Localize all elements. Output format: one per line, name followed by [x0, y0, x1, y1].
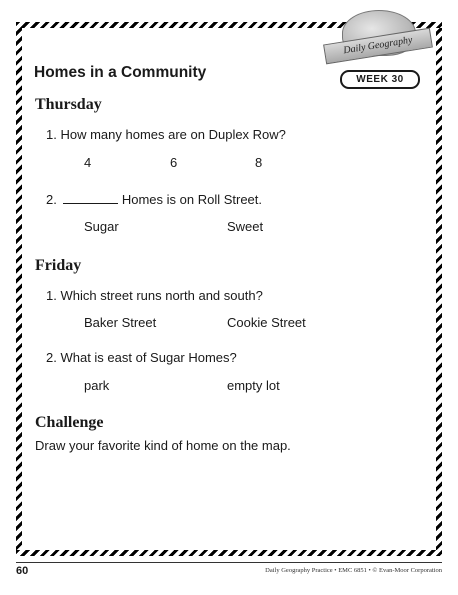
- page-title: Homes in a Community: [34, 64, 207, 81]
- question-number: 1.: [46, 288, 57, 303]
- question-text: Which street runs north and south?: [60, 288, 263, 303]
- question-text: What is east of Sugar Homes?: [60, 350, 237, 365]
- answer-option[interactable]: Sweet: [227, 219, 264, 234]
- question-text: How many homes are on Duplex Row?: [60, 127, 286, 142]
- daily-geography-badge: [320, 6, 435, 76]
- footer-divider: [16, 562, 442, 563]
- answer-blank[interactable]: [63, 192, 118, 204]
- challenge-heading: Challenge: [35, 414, 104, 431]
- answer-option[interactable]: 8: [255, 155, 263, 170]
- friday-question-2: [46, 350, 237, 365]
- answer-option[interactable]: Sugar: [84, 219, 119, 234]
- answer-option[interactable]: Baker Street: [84, 315, 157, 330]
- page-number: 60: [16, 565, 29, 577]
- answer-option[interactable]: Cookie Street: [227, 315, 306, 330]
- badge-ribbon: Daily Geography: [323, 28, 433, 65]
- question-number: 2.: [46, 192, 57, 207]
- question-text: Homes is on Roll Street.: [121, 192, 263, 207]
- question-number: 2.: [46, 350, 57, 365]
- thursday-heading: Thursday: [35, 96, 102, 113]
- question-number: 1.: [46, 127, 57, 142]
- footer-credit: Daily Geography Practice • EMC 6851 • © Evan-Moor Corporation: [265, 567, 442, 574]
- answer-option[interactable]: 6: [170, 155, 178, 170]
- challenge-text: Draw your favorite kind of home on the map.: [35, 438, 291, 453]
- week-label: WEEK 30: [340, 70, 420, 89]
- answer-option[interactable]: empty lot: [227, 378, 280, 393]
- thursday-question-1: [46, 127, 286, 142]
- answer-option[interactable]: 4: [84, 155, 92, 170]
- thursday-question-2: [46, 192, 262, 207]
- answer-option[interactable]: park: [84, 378, 110, 393]
- friday-question-1: [46, 288, 263, 303]
- friday-heading: Friday: [35, 257, 82, 274]
